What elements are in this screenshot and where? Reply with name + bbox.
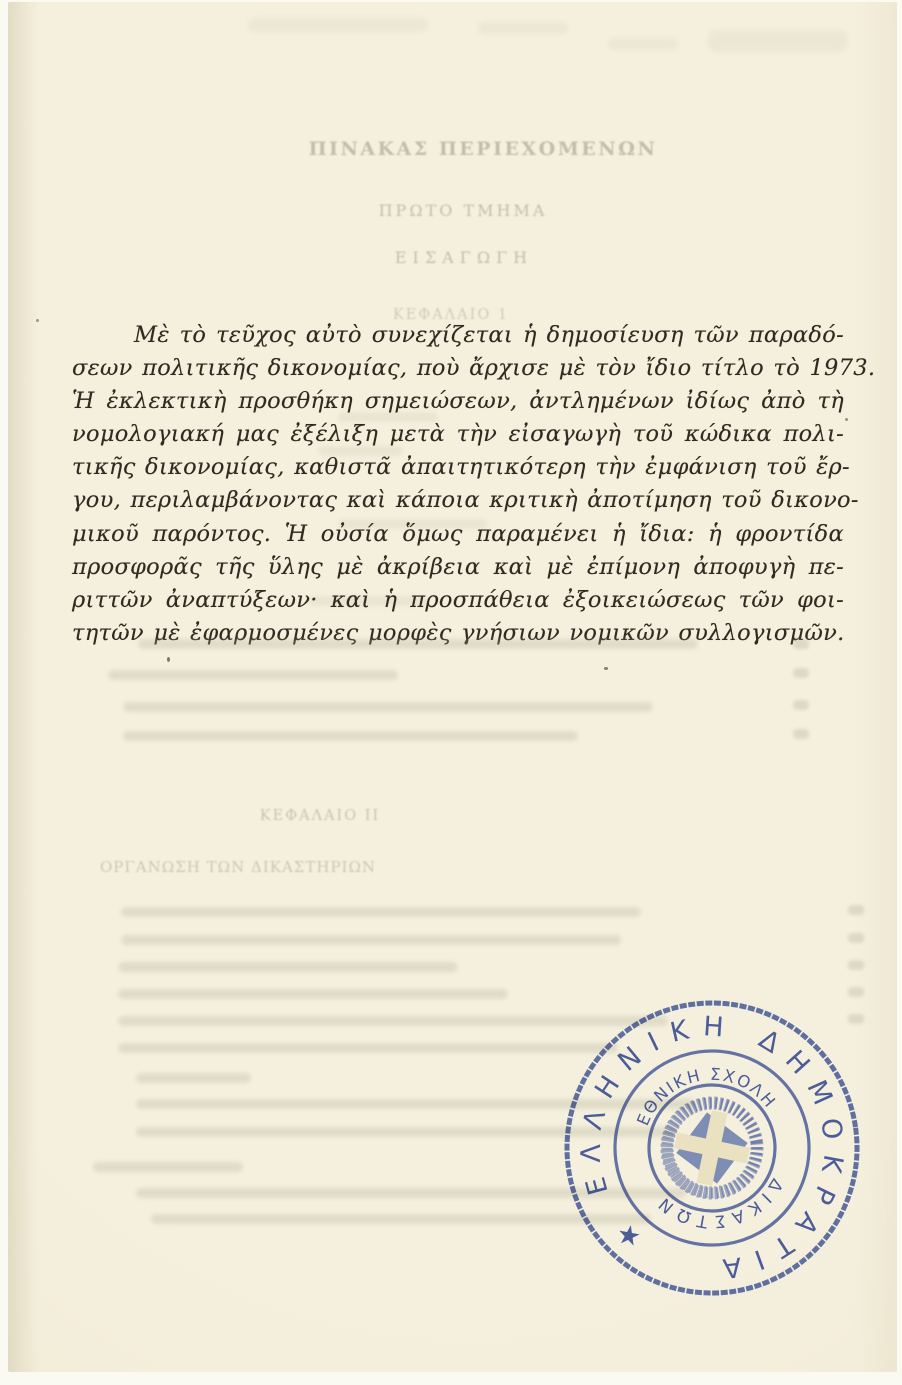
ghost-page-number	[848, 987, 864, 997]
ghost-section-heading: ΠΡΩΤΟ ΤΜΗΜΑ	[378, 201, 548, 220]
ghost-line	[118, 962, 458, 972]
ghost-toc-title: ΠΙΝΑΚΑΣ ΠΕΡΙΕΧΟΜΕΝΩΝ	[308, 138, 658, 160]
ghost-smudge	[248, 18, 428, 32]
ghost-smudge	[708, 30, 848, 52]
ghost-page-number	[848, 1014, 864, 1024]
paragraph-line: γου, περιλαμβάνοντας καὶ κάποια κριτικὴ ἀποτίμηση τοῦ δικονο-	[72, 487, 859, 514]
ghost-page-number	[848, 905, 864, 915]
paragraph-line: νομολογιακή μας ἐξέλιξη μετὰ τὴν εἰσαγωγὴ τοῦ κώδικα πολι-	[72, 421, 844, 448]
ghost-smudge	[608, 38, 678, 50]
ghost-chapter-heading: ΚΕΦΑΛΑΙΟ ΙΙ	[259, 808, 381, 824]
preface-paragraph	[72, 319, 876, 650]
greek-cross-emblem-icon	[658, 1094, 765, 1201]
paragraph-line: Μὲ τὸ τεῦχος αὐτὸ συνεχίζεται ἡ δημοσίευση τῶν παραδό-	[134, 322, 844, 348]
ghost-line	[123, 731, 578, 741]
paragraph-line: σεων πολιτικῆς δικονομίας, ποὺ ἄρχισε μὲ τὸν ἴδιο τίτλο τὸ 1973.	[72, 355, 876, 382]
ghost-page-number	[848, 933, 864, 943]
stamp-inner-bottom-text: ΔΙΚΑΣΤΩΝ	[650, 1174, 787, 1232]
stamp-inner-top-text: ΕΘΝΙΚΗ ΣΧΟΛΗ	[633, 1064, 781, 1129]
ghost-line	[118, 989, 508, 999]
ink-speck	[604, 667, 608, 670]
paragraph-line: τικῆς δικονομίας, καθιστᾶ ἀπαιτητικότερη τὴν ἐμφάνιση τοῦ ἔρ-	[72, 454, 850, 481]
ghost-page-number	[793, 668, 809, 678]
ghost-line	[93, 1162, 243, 1172]
ghost-line	[138, 639, 698, 649]
ghost-page-number	[793, 729, 809, 739]
ghost-line	[121, 935, 621, 945]
ghost-line	[108, 670, 398, 680]
paragraph-line: Ἡ ἐκλεκτικὴ προσθήκη σημειώσεων, ἀντλημένων ἰδίως ἀπὸ τὴ	[72, 388, 844, 415]
ghost-chapter-heading: ΟΡΓΑΝΩΣΗ ΤΩΝ ΔΙΚΑΣΤΗΡΙΩΝ	[100, 858, 377, 876]
ghost-line	[136, 1073, 251, 1083]
ghost-line	[121, 907, 641, 917]
official-stamp	[543, 979, 882, 1318]
ghost-chapter-heading: ΚΕΦΑΛΑΙΟ 1	[392, 307, 510, 323]
paragraph-line: μικοῦ παρόντος. Ἡ οὐσία ὅμως παραμένει ἡ ἴδια: ἡ φροντίδα	[72, 520, 844, 547]
ghost-section-heading: ΕΙΣΑΓΩΓΗ	[394, 248, 534, 267]
ghost-line	[118, 1043, 618, 1053]
ghost-page-number	[848, 960, 864, 970]
paragraph-line: προσφορᾶς τῆς ὕλης μὲ ἀκρίβεια καὶ μὲ ἐπίμονη ἀποφυγὴ πε-	[72, 553, 844, 580]
ghost-smudge	[478, 22, 568, 34]
ghost-page-number	[793, 639, 809, 649]
ink-speck	[845, 418, 848, 421]
stamp-outer-ring-text: ★ ΕΛΛΗΝΙΚΗ ΔΗΜΟΚΡΑΤΙΑ	[575, 1011, 850, 1285]
ghost-line	[123, 702, 653, 712]
paragraph-line: τητῶν μὲ ἐφαρμοσμένες μορφὲς γνήσιων νομικῶν συλλογισμῶν.	[72, 619, 845, 646]
paragraph-line: ριττῶν ἀναπτύξεων· καὶ ἡ προσπάθεια ἐξοικειώσεως τῶν φοι-	[72, 586, 844, 613]
ghost-page-number	[793, 700, 809, 710]
paper-page	[8, 2, 897, 1372]
ink-speck	[36, 319, 39, 322]
ink-speck	[167, 657, 170, 662]
